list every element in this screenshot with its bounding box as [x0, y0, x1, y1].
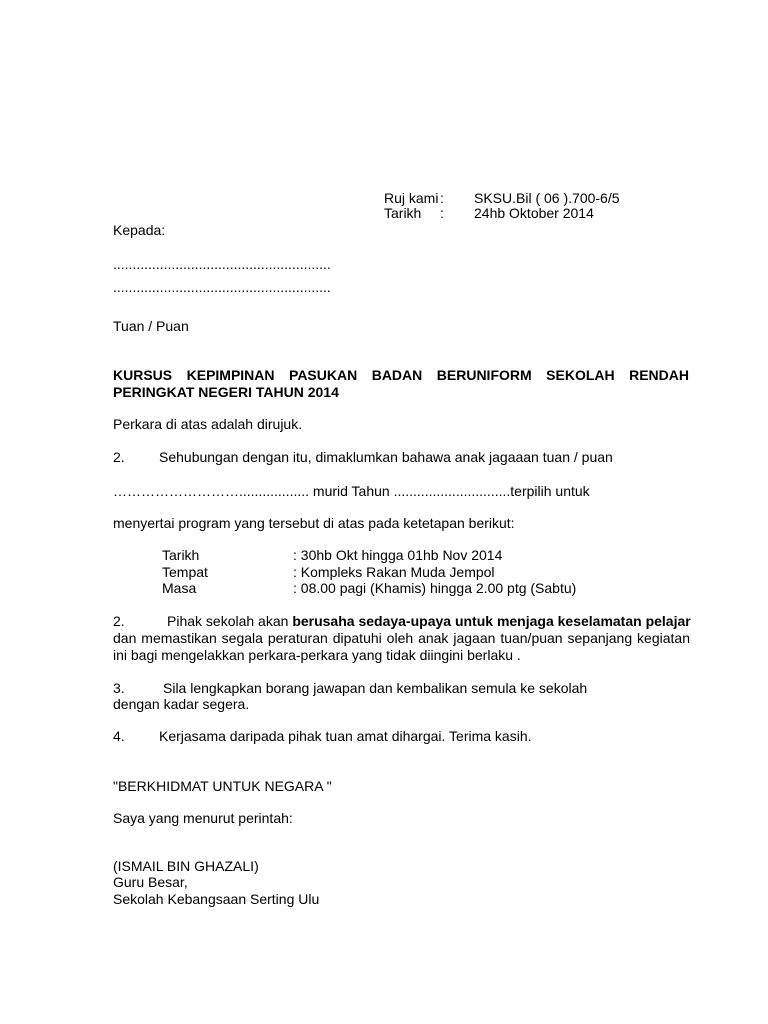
student-fill-line: ……………………….................. murid Tahun ..............................terpilih untuk	[113, 483, 590, 499]
closing-phrase: Saya yang menurut perintah:	[113, 810, 293, 826]
ruj-label: Ruj kami	[384, 190, 439, 206]
detail-value-masa: : 08.00 pagi (Khamis) hingga 2.00 ptg (Sabtu)	[293, 580, 577, 596]
tarikh-colon: :	[440, 205, 444, 221]
paragraph-3-pre: Pihak sekolah akan	[167, 613, 293, 629]
paragraph-2-continued: menyertai program yang tersebut di atas pada ketetapan berikut:	[113, 515, 515, 531]
detail-value-tarikh: : 30hb Okt hingga 01hb Nov 2014	[293, 547, 503, 563]
letter-title-line-1: KURSUS KEPIMPINAN PASUKAN BADAN BERUNIFORM SEKOLAH RENDAH	[113, 367, 689, 383]
paragraph-3-number: 2.	[113, 613, 125, 629]
detail-label-tarikh: Tarikh	[162, 547, 200, 563]
tarikh-label: Tarikh	[384, 205, 422, 221]
paragraph-4-continued: dengan kadar segera.	[113, 696, 250, 712]
tarikh-value: 24hb Oktober 2014	[474, 205, 594, 221]
signatory-position: Guru Besar,	[113, 874, 188, 890]
paragraph-5-number: 4.	[113, 728, 125, 744]
school-name: Sekolah Kebangsaan Serting Ulu	[113, 891, 320, 907]
paragraph-3-bold: berusaha sedaya-upaya untuk menjaga keselamatan pelajar	[292, 613, 691, 629]
signatory-name: (ISMAIL BIN GHAZALI)	[113, 858, 259, 874]
salutation: Tuan / Puan	[113, 318, 189, 334]
paragraph-4-number: 3.	[113, 680, 125, 696]
paragraph-2-text: Sehubungan dengan itu, dimaklumkan bahawa anak jagaaan tuan / puan	[159, 449, 613, 465]
detail-label-masa: Masa	[162, 580, 197, 596]
paragraph-5-text: Kerjasama daripada pihak tuan amat dihargai. Terima kasih.	[159, 728, 532, 744]
ruj-colon: :	[440, 190, 444, 206]
recipient-line-2: ........................................................	[113, 279, 331, 295]
recipient-line-1: ........................................................	[113, 256, 331, 272]
paragraph-3-rest: dan memastikan segala peraturan dipatuhi oleh anak jagaan tuan/puan sepanjang kegiatan ini bagi mengelakkan perkara-perkara yang tidak diingini berlaku .	[113, 630, 690, 663]
detail-value-tempat: : Kompleks Rakan Muda Jempol	[293, 564, 495, 580]
detail-label-tempat: Tempat	[162, 564, 208, 580]
paragraph-4-text: Sila lengkapkan borang jawapan dan kembalikan semula ke sekolah	[163, 680, 588, 696]
letter-title-line-2: PERINGKAT NEGERI TAHUN 2014	[113, 384, 339, 400]
motto: "BERKHIDMAT UNTUK NEGARA "	[113, 778, 332, 794]
kepada-label: Kepada:	[113, 222, 166, 238]
ruj-value: SKSU.Bil ( 06 ).700-6/5	[474, 190, 620, 206]
paragraph-2-number: 2.	[113, 449, 125, 465]
paragraph-1: Perkara di atas adalah dirujuk.	[113, 416, 303, 432]
paragraph-3-first-line	[167, 613, 691, 630]
